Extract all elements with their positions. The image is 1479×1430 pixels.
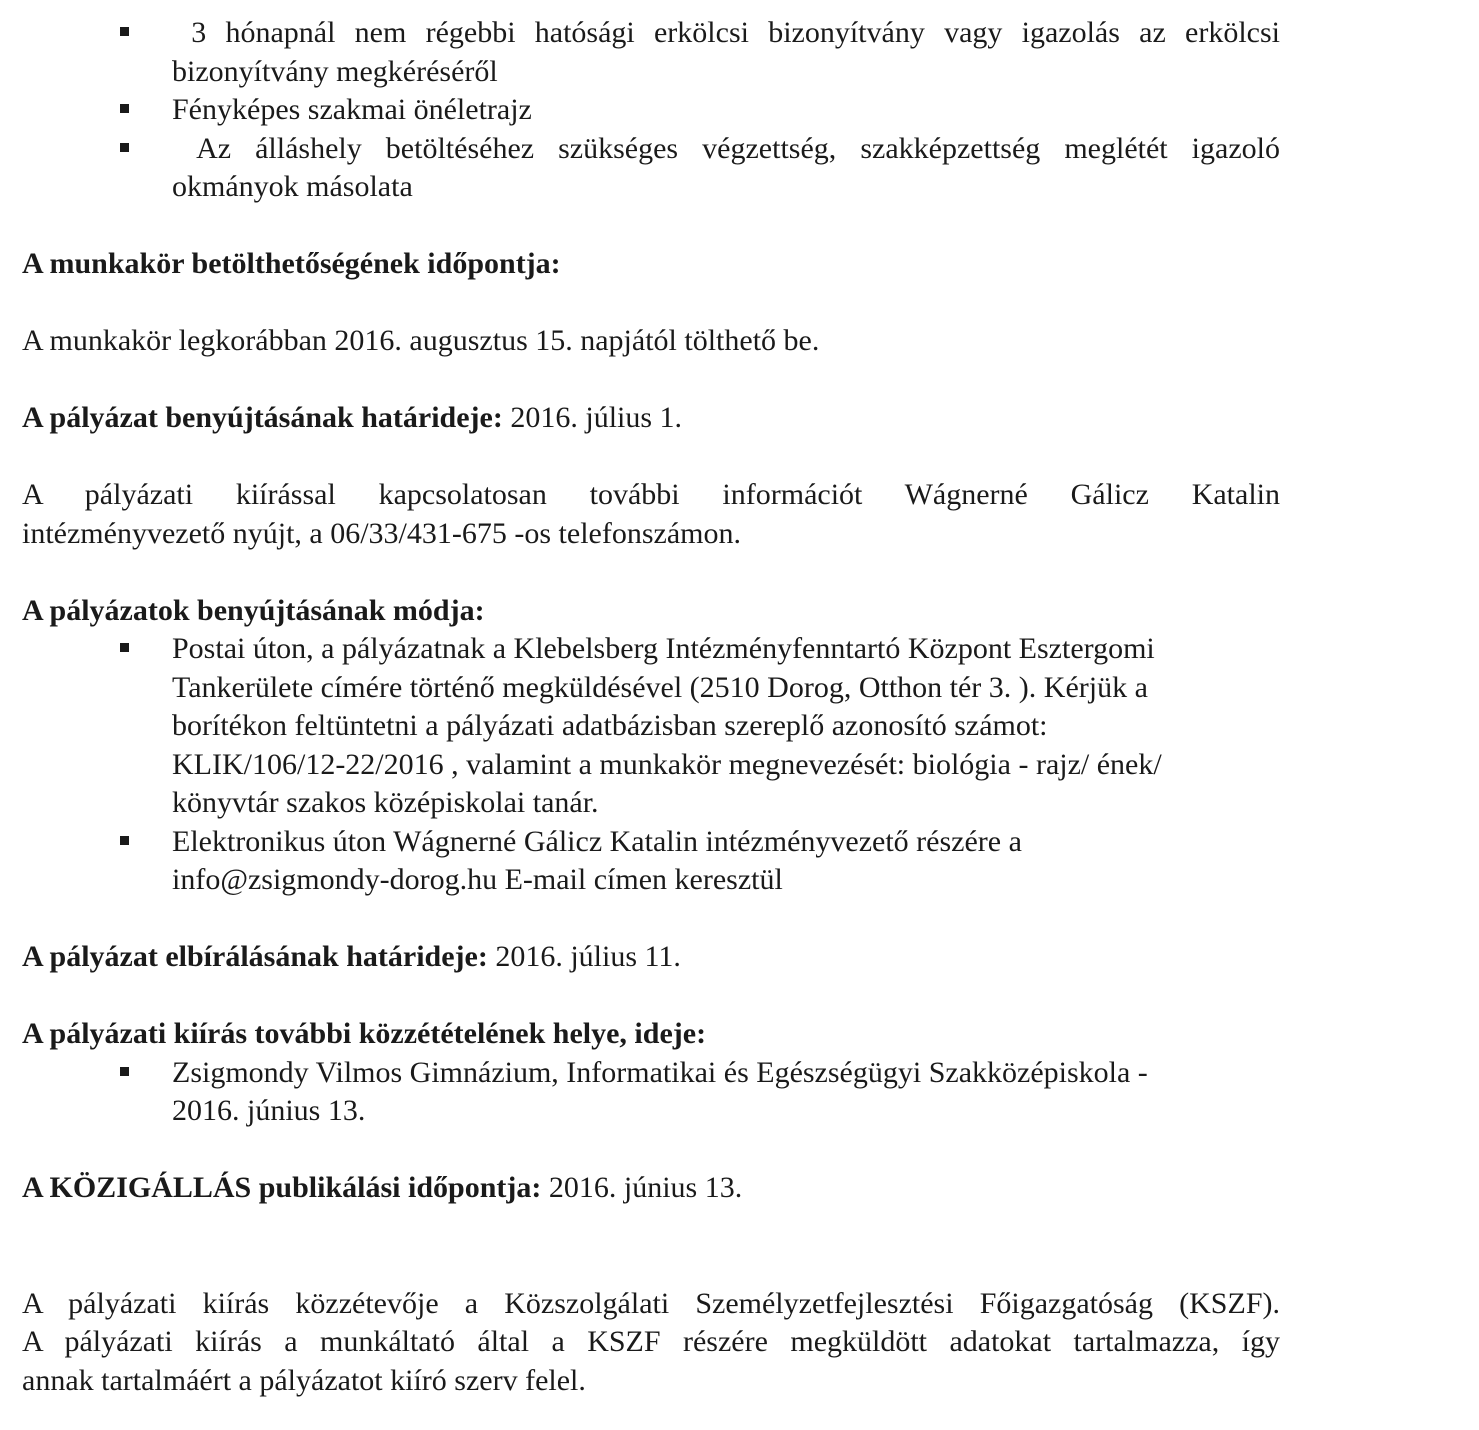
publication-places-list [22,1054,1280,1131]
square-bullet-icon [120,27,129,36]
contact-info-line-1: A pályázati kiírással kapcsolatosan további információt Wágnerné Gálicz Katalin [22,478,1280,511]
list-item-text: 3 hónapnál nem régebbi hatósági erkölcsi bizonyítvány vagy igazolás az erkölcsi bizonyítvány megkéréséről [172,16,1280,88]
list-item [22,823,1280,900]
list-item [22,630,1280,823]
square-bullet-icon [120,643,129,652]
list-item-line: KLIK/106/12-22/2016 , valamint a munkakör megnevezését: biológia - rajz/ ének/ [172,747,1162,781]
footer-line-1: A pályázati kiírás közzétevője a Közszolgálati Személyzetfejlesztési Főigazgatóság (KSZF). [22,1286,1280,1320]
kozigallas-label: A KÖZIGÁLLÁS publikálási időpontja: [22,1171,542,1204]
footer-line-2: A pályázati kiírás a munkáltató által a KSZF részére megküldött adatokat tartalmazza, így [22,1325,1280,1358]
list-item-line: Tankerülete címére történő megküldésével (2510 Dorog, Otthon tér 3. ). Kérjük a [172,670,1148,704]
list-item [22,91,1280,130]
kozigallas-publication-date [22,1169,1280,1208]
evaluation-deadline [22,938,1280,977]
publication-places-heading: A pályázati kiírás további közzétételének helye, ideje: [22,1017,707,1050]
list-item-line: Elektronikus úton Wágnerné Gálicz Katalin intézményvezető részére a [172,824,1022,858]
square-bullet-icon [120,836,129,845]
submission-method-list [22,630,1280,900]
list-item [22,130,1280,207]
list-item-line: Zsigmondy Vilmos Gimnázium, Informatikai és Egészségügyi Szakközépiskola - [172,1055,1148,1089]
square-bullet-icon [120,143,129,152]
start-date-heading: A munkakör betölthetőségének időpontja: [22,247,561,280]
start-date-text: A munkakör legkorábban 2016. augusztus 15. napjától tölthető be. [22,324,820,357]
footer-line-3: annak tartalmáért a pályázatot kiíró szerv felel. [22,1363,586,1397]
submission-method-heading: A pályázatok benyújtásának módja: [22,593,485,627]
document-page [22,14,1280,1400]
required-documents-list [22,14,1280,207]
submission-deadline [22,399,1280,438]
square-bullet-icon [120,1067,129,1076]
list-item-line: Postai úton, a pályázatnak a Klebelsberg Intézményfenntartó Központ Esztergomi [172,632,1155,665]
contact-info-line-2: intézményvezető nyújt, a 06/33/431-675 -os telefonszámon. [22,516,741,550]
submission-deadline-value: 2016. július 1. [502,401,683,434]
list-item-text: Fényképes szakmai önéletrajz [172,93,532,126]
list-item-line: könyvtár szakos középiskolai tanár. [172,786,599,819]
list-item [22,14,1280,91]
list-item [22,1054,1280,1131]
list-item-text: Az álláshely betöltéséhez szükséges végzettség, szakképzettség meglétét igazoló okmányok másolata [172,131,1280,203]
square-bullet-icon [120,104,129,113]
kozigallas-value: 2016. június 13. [541,1171,743,1204]
submission-deadline-label: A pályázat benyújtásának határideje: [22,401,503,434]
evaluation-deadline-value: 2016. július 11. [487,940,681,973]
list-item-line: borítékon feltüntetni a pályázati adatbázisban szereplő azonosító számot: [172,709,1048,742]
email-line: info@zsigmondy-dorog.hu E-mail címen keresztül [172,863,783,896]
list-item-line: 2016. június 13. [172,1094,366,1127]
evaluation-deadline-label: A pályázat elbírálásának határideje: [22,940,488,973]
